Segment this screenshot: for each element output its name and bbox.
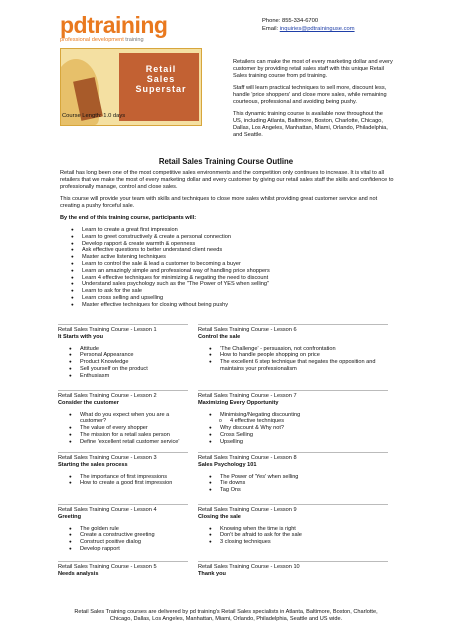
lesson-6: Retail Sales Training Course - Lesson 6 Control the sale ● 'The Challenge' - persuasion, not confrontation ● How to handle people shopping on price ● The excellent 6 step technique that negates the opposition and maintains your professionalism <box>198 324 388 373</box>
hero-title: Retail Sales Superstar <box>135 64 187 94</box>
lesson-2: Retail Sales Training Course - Lesson 2 Consider the customer ● What do you expect when you are a customer? ● The value of every shopper ● The mission for a retail sales person ● Define 'excellent retail customer service' <box>58 390 188 446</box>
lesson-3: Retail Sales Training Course - Lesson 3 Starting the sales process ● The importance of first impressions ● How to create a good first impression <box>58 452 188 487</box>
list-item: ● Learn cross selling and upselling <box>82 295 394 302</box>
list-item: ● Learn to create a great first impression <box>82 227 394 234</box>
list-item: ● Learn to greet constructively & create a personal connection <box>82 234 394 241</box>
intro-paragraph: This dynamic training course is available now throughout the US, including Atlanta, Baltimore, Boston, Charlotte, Chicago, Dallas, Los Angeles, Manhattan, Miami, Orlando, Philadelphia, and Seattle. <box>233 111 388 138</box>
list-item: ● How to create a good first impression <box>80 480 188 487</box>
list-item: ● Attitude <box>80 346 188 353</box>
outline-body <box>60 170 394 309</box>
list-item: ● Understand sales psychology such as the "The Power of YES when selling" <box>82 281 394 288</box>
lesson-9: Retail Sales Training Course - Lesson 9 Closing the sale ● Knowing when the time is right ● Don't be afraid to ask for the sale ● 3 closing techniques <box>198 504 388 546</box>
list-item: ● Construct positive dialog <box>80 539 188 546</box>
outline-title: Retail Sales Training Course Outline <box>158 157 294 166</box>
body-paragraph: Retail has long been one of the most competitive sales environments and the competition only continues to increase. It is vital to all retailers that we make the most of every marketing dollar and every customer by giving our retail sales staff the skills and confidence to professionally manage, control and close sales. <box>60 170 394 190</box>
list-item: ● Upselling <box>220 439 388 446</box>
lesson-5: Retail Sales Training Course - Lesson 5 Needs analysis <box>58 561 188 578</box>
list-item: ● Personal Appearance <box>80 352 188 359</box>
list-item: ● Learn an amazingly simple and professional way of handling price shoppers <box>82 268 394 275</box>
list-item: ● Tag Ons <box>220 487 388 494</box>
intro-text <box>233 59 393 144</box>
list-item: ● Learn to ask for the sale <box>82 288 394 295</box>
intro-paragraph: Retailers can make the most of every marketing dollar and every customer by providing retail sales staff with this unique Retail Sales training course from pd training. <box>233 59 393 79</box>
goals-intro: By the end of this training course, participants will: <box>60 215 197 221</box>
list-item: ● 'The Challenge' - persuasion, not confrontation <box>220 346 388 353</box>
list-item: ● Cross Selling <box>220 432 388 439</box>
list-item: ● The value of every shopper <box>80 425 188 432</box>
email-link[interactable]: inquiries@pdtraininguse.com <box>279 26 355 32</box>
body-paragraph: This course will provide your team with skills and techniques to close more sales whilst providing great customer service and not creating a pushy forceful sale. <box>60 196 378 209</box>
list-item: ● Ask effective questions to better understand client needs <box>82 247 394 254</box>
list-item: ● Why discount & Why not? <box>220 425 388 432</box>
phone-number: Phone: 855-334-6700 <box>262 18 319 24</box>
email-line: Email: inquiries@pdtraininguse.com <box>262 26 355 32</box>
list-item: ● Sell yourself on the product <box>80 366 188 373</box>
list-item: ● Develop rapport & create warmth & openness <box>82 241 394 248</box>
list-item: ● The mission for a retail sales person <box>80 432 188 439</box>
list-item: ● Tie downs <box>220 480 388 487</box>
list-item: ● Enthusiasm <box>80 373 188 380</box>
list-item: ● Master effective techniques for closing without being pushy <box>82 302 394 309</box>
lesson-1: Retail Sales Training Course - Lesson 1 It Starts with you ● Attitude ● Personal Appearance ● Product Knowledge ● Sell yourself on the product ● Enthusiasm <box>58 324 188 380</box>
course-length: Course Length: 1.0 days <box>62 113 126 119</box>
list-item: ● The Power of 'Yes' when selling <box>220 474 388 481</box>
list-item: ● Master active listening techniques <box>82 254 394 261</box>
lesson-8: Retail Sales Training Course - Lesson 8 Sales Psychology 101 ● The Power of 'Yes' when selling ● Tie downs ● Tag Ons <box>198 452 388 494</box>
list-item: ● The importance of first impressions <box>80 474 188 481</box>
list-item: ● Define 'excellent retail customer service' <box>80 439 188 446</box>
logo-tagline: professional development training <box>60 37 144 43</box>
lesson-4: Retail Sales Training Course - Lesson 4 Greeting ● The golden rule ● Create a constructive greeting ● Construct positive dialog ● Develop rapport <box>58 504 188 553</box>
list-item: ● The golden rule <box>80 526 188 533</box>
list-item: ● Create a constructive greeting <box>80 532 188 539</box>
list-item: ● What do you expect when you are a customer? <box>80 412 188 426</box>
contact-block <box>262 17 355 33</box>
lesson-10: Retail Sales Training Course - Lesson 10 Thank you <box>198 561 388 578</box>
list-item: ● How to handle people shopping on price <box>220 352 388 359</box>
intro-paragraph: Staff will learn practical techniques to sell more, discount less, handle 'price shoppers' and close more sales, while remaining courteous, professional and avoiding being pushy. <box>233 85 387 105</box>
list-item: ● Develop rapport <box>80 546 188 553</box>
list-item: ● Knowing when the time is right <box>220 526 388 533</box>
list-item: ● Product Knowledge <box>80 359 188 366</box>
list-item: ● The excellent 6 step technique that negates the opposition and maintains your professionalism <box>220 359 388 373</box>
footer-text: Retail Sales Training courses are delivered by pd training's Retail Sales specialists in Atlanta, Baltimore, Boston, Charlotte, Chicago, Dallas, Los Angeles, Manhattan, Miami, Orlando, Philadelphia, Seattle and US wide. <box>74 609 378 622</box>
list-item: ● Learn to control the sale & lead a customer to becoming a buyer <box>82 261 394 268</box>
list-subitem: o 4 effective techniques <box>230 418 388 425</box>
lesson-7: Retail Sales Training Course - Lesson 7 Maximizing Every Opportunity ● Minimising/Negating discounting o 4 effective techniques ● Why discount & Why not? ● Cross Selling ● Upselling <box>198 390 388 446</box>
list-item: ● Learn 4 effective techniques for minimizing & negating the need to discount <box>82 275 394 282</box>
logo <box>60 14 167 43</box>
list-item: ● Minimising/Negating discounting <box>220 412 388 419</box>
logo-wordmark: pdtraining <box>60 12 168 38</box>
list-item: ● Don't be afraid to ask for the sale <box>220 532 388 539</box>
goals-list <box>60 227 394 309</box>
list-item: ● 3 closing techniques <box>220 539 388 546</box>
